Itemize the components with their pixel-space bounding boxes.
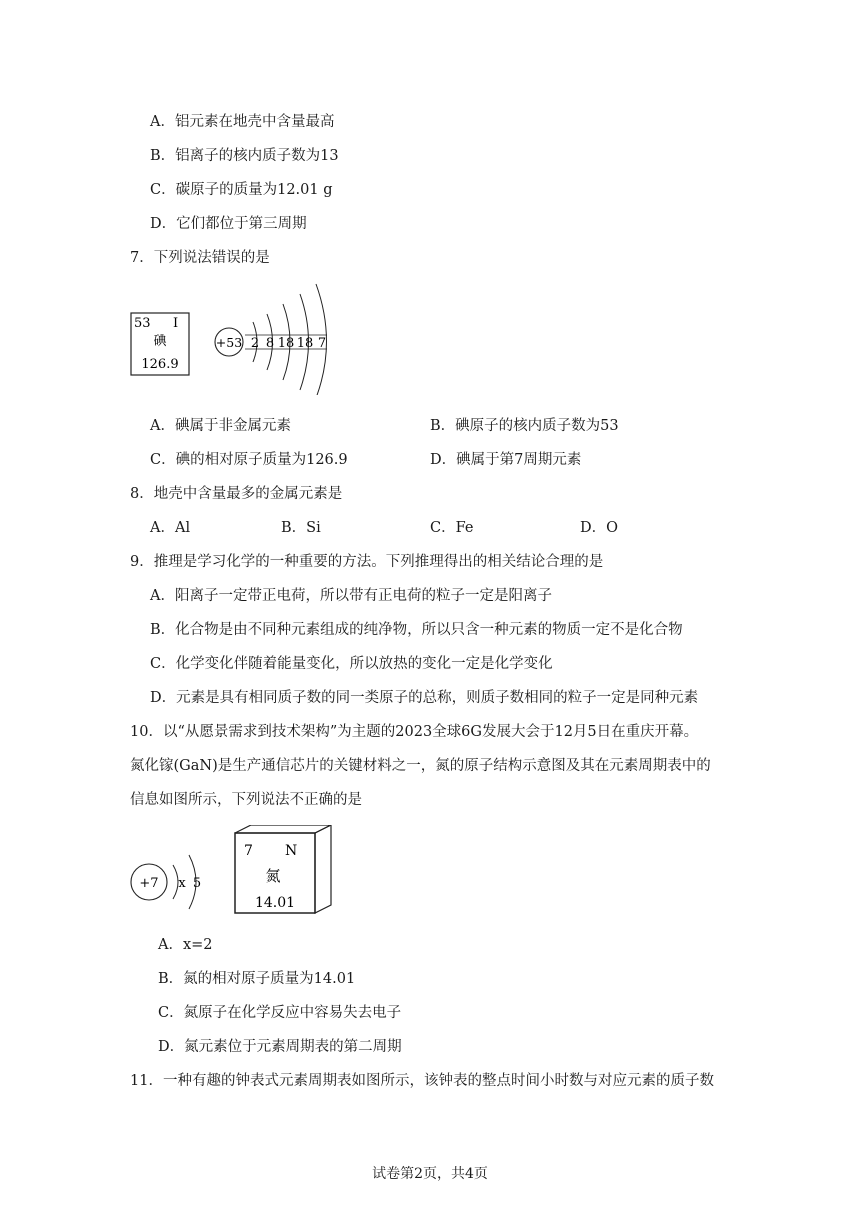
q9-stem: 9．推理是学习化学的一种重要的方法。下列推理得出的相关结论合理的是 bbox=[130, 554, 604, 570]
q6-option-b: B．铝离子的核内质子数为13 bbox=[150, 148, 339, 164]
q10-stem-line-3: 信息如图所示，下列说法不正确的是 bbox=[130, 792, 362, 808]
q10-option-a: A．x=2 bbox=[158, 937, 213, 953]
q9-option-b: B．化合物是由不同种元素组成的纯净物，所以只含一种元素的物质一定不是化合物 bbox=[150, 622, 683, 638]
iodine-mass: 126.9 bbox=[141, 357, 179, 372]
iodine-name: 碘 bbox=[153, 334, 167, 349]
q8-option-d: D．O bbox=[580, 520, 619, 536]
q10-stem-line-2: 氮化镓(GaN)是生产通信芯片的关键材料之一，氮的原子结构示意图及其在元素周期表中的 bbox=[130, 758, 711, 774]
nitrogen-nucleus: +7 bbox=[139, 876, 159, 891]
q7-option-c: C．碘的相对原子质量为126.9 bbox=[150, 452, 348, 468]
iodine-shell-5: 7 bbox=[317, 336, 327, 351]
q10-stem-line-1: 10．以“从愿景需求到技术架构”为主题的2023全球6G发展大会于12月5日在重庆开幕。 bbox=[130, 724, 699, 740]
q9-option-a: A．阳离子一定带正电荷，所以带有正电荷的粒子一定是阳离子 bbox=[150, 588, 552, 604]
q9-option-c: C．化学变化伴随着能量变化，所以放热的变化一定是化学变化 bbox=[150, 656, 553, 672]
q10-option-b: B．氮的相对原子质量为14.01 bbox=[158, 971, 356, 987]
iodine-shell-3: 18 bbox=[277, 336, 295, 351]
nitrogen-number: 7 bbox=[244, 843, 253, 859]
q8-option-a: A．Al bbox=[150, 520, 191, 536]
iodine-shell-2: 8 bbox=[265, 336, 275, 351]
q7-option-b: B．碘原子的核内质子数为53 bbox=[430, 418, 619, 434]
q6-option-d: D．它们都位于第三周期 bbox=[150, 216, 307, 232]
q7-option-a: A．碘属于非金属元素 bbox=[150, 418, 291, 434]
iodine-symbol: I bbox=[173, 316, 179, 331]
iodine-number: 53 bbox=[134, 316, 151, 331]
page-footer: 试卷第2页，共4页 bbox=[372, 1166, 488, 1182]
q10-option-c: C．氮原子在化学反应中容易失去电子 bbox=[158, 1005, 402, 1021]
q8-stem: 8．地壳中含量最多的金属元素是 bbox=[130, 486, 343, 502]
nitrogen-figure bbox=[125, 825, 345, 920]
iodine-shell-4: 18 bbox=[296, 336, 314, 351]
nitrogen-mass: 14.01 bbox=[254, 895, 296, 911]
q8-option-b: B．Si bbox=[281, 520, 321, 536]
nitrogen-shell-2: 5 bbox=[192, 876, 202, 891]
nitrogen-name: 氮 bbox=[265, 867, 281, 885]
iodine-figure bbox=[125, 280, 345, 395]
q6-option-a: A．铝元素在地壳中含量最高 bbox=[150, 114, 335, 130]
iodine-nucleus: +53 bbox=[215, 335, 243, 350]
iodine-shell-1: 2 bbox=[250, 336, 260, 351]
q7-stem: 7．下列说法错误的是 bbox=[130, 250, 270, 266]
q10-option-d: D．氮元素位于元素周期表的第二周期 bbox=[158, 1039, 402, 1055]
q11-stem: 11．一种有趣的钟表式元素周期表如图所示，该钟表的整点时间小时数与对应元素的质子数 bbox=[130, 1073, 714, 1089]
nitrogen-symbol: N bbox=[285, 843, 298, 859]
q7-option-d: D．碘属于第7周期元素 bbox=[430, 452, 582, 468]
q9-option-d: D．元素是具有相同质子数的同一类原子的总称，则质子数相同的粒子一定是同种元素 bbox=[150, 690, 699, 706]
nitrogen-shell-1: x bbox=[178, 876, 186, 891]
q8-option-c: C．Fe bbox=[430, 520, 474, 536]
q6-option-c: C．碳原子的质量为12.01 g bbox=[150, 182, 333, 198]
